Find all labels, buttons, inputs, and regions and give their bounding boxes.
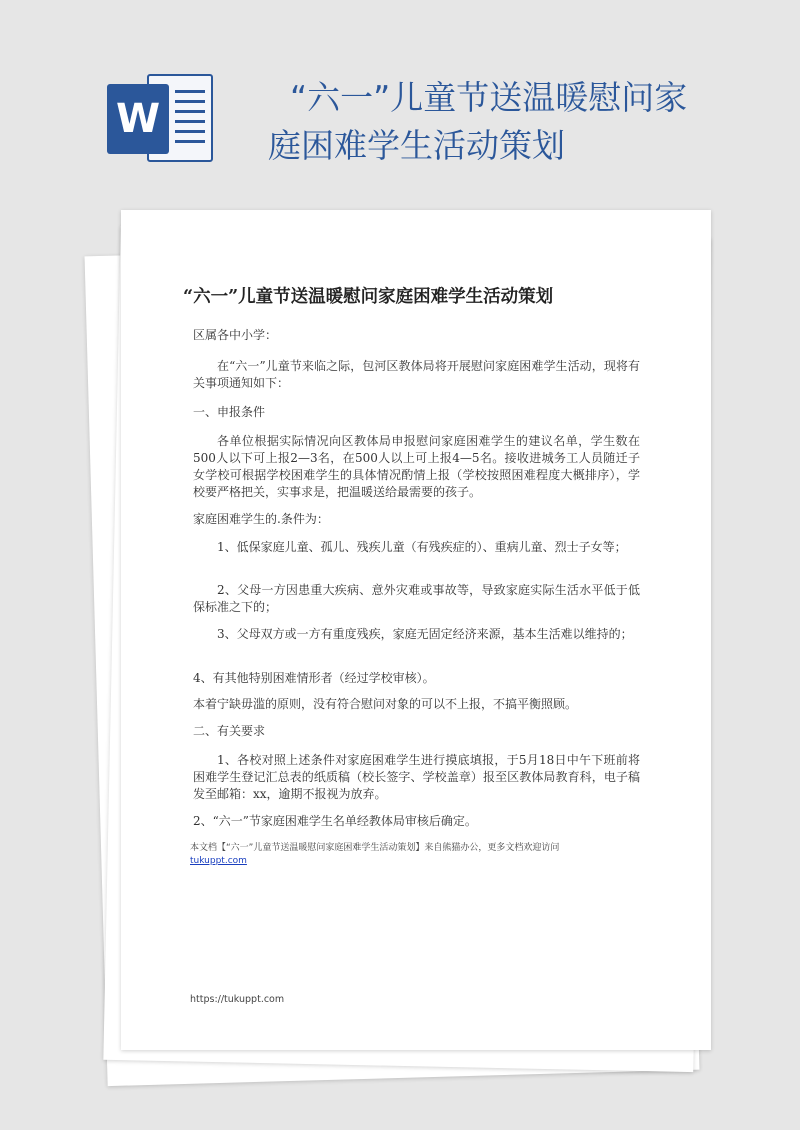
page-title: [268, 74, 708, 170]
section-heading-1: 一、申报条件: [193, 405, 266, 419]
principle-paragraph: 本着宁缺毋滥的原则，没有符合慰问对象的可以不上报，不搞平衡照顾。: [193, 697, 578, 711]
criteria-item-4: 4、有其他特别困难情形者（经过学校审核）。: [193, 671, 435, 685]
requirement-item-1: 1、各校对照上述条件对家庭困难学生进行摸底填报，于5月18日中午下班前将困难学生登记汇总表的纸质稿（校长签字、学校盖章）报至区教体局教育科，电子稿发至邮箱：xx，逾期不报视为放弃。: [193, 753, 640, 801]
word-document-icon: [107, 74, 213, 162]
criteria-item-2: 2、父母一方因患重大疾病、意外灾难或事故等，导致家庭实际生活水平低于低保标准之下的；: [193, 583, 640, 614]
section-heading-2: 二、有关要求: [193, 724, 266, 738]
source-note: [190, 842, 630, 868]
criteria-item-1: 1、低保家庭儿童、孤儿、残疾儿童（有残疾症的）、重病儿童、烈士子女等；: [217, 540, 627, 554]
paragraph-conditions: 各单位根据实际情况向区教体局申报慰问家庭困难学生的建议名单，学生数在500人以下可上报2—3名，在500人以上可上报4—5名。接收进城务工人员随迁子女学校可根据学校困难学生的具体情况酌情上报（学校按照困难程度大概排序），学校要严格把关，实事求是，把温暖送给最需要的孩子。: [193, 434, 640, 499]
word-letter-badge: W: [107, 84, 169, 154]
salutation: 区属各中小学：: [193, 328, 278, 342]
requirement-item-2: 2、“六一”节家庭困难学生名单经教体局审核后确定。: [193, 814, 477, 828]
source-link[interactable]: tukuppt.com: [190, 856, 247, 866]
document-title: “六一”儿童节送温暖慰问家庭困难学生活动策划: [183, 287, 554, 307]
footer-url[interactable]: https://tukuppt.com: [190, 994, 285, 1005]
paragraph-criteria-intro: 家庭困难学生的.条件为：: [193, 512, 329, 526]
criteria-item-3: 3、父母双方或一方有重度残疾，家庭无固定经济来源，基本生活难以维持的；: [217, 627, 633, 641]
source-note-text: 本文档【“六一”儿童节送温暖慰问家庭困难学生活动策划】来自熊猫办公，更多文档欢迎访问: [190, 843, 560, 853]
page-title-line-1: “六一”儿童节送温暖慰问家: [290, 78, 688, 117]
page-title-line-2: 庭困难学生活动策划: [268, 126, 565, 165]
intro-paragraph: 在“六一”儿童节来临之际，包河区教体局将开展慰问家庭困难学生活动，现将有关事项通知如下：: [193, 359, 640, 390]
